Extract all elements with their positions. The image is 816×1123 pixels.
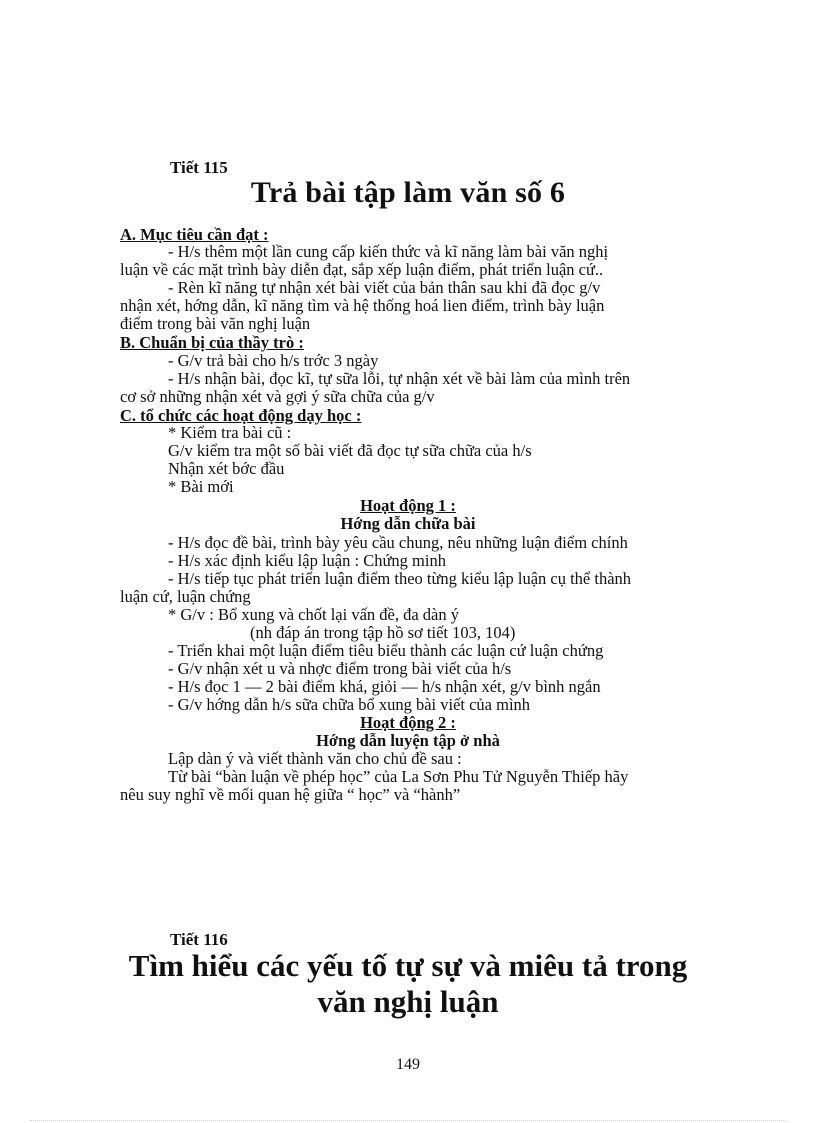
activity-1-line: luận cứ, luận chứng [120,587,251,606]
activity-1-heading: Hoạt động 1 : [360,496,456,515]
activity-1-line: - G/v nhận xét u và nhợc điểm trong bài viết của h/s [168,659,512,678]
activity-2-line: Từ bài “bàn luận về phép học” của La Sơn Phu Tử Nguyễn Thiếp hãy [168,767,629,786]
lesson-115-title: Trả bài tập làm văn số 6 [250,176,566,209]
activity-1-line: - G/v hớng dẫn h/s sữa chữa bổ xung bài viết của mình [168,695,531,714]
section-c-line: * Bài mới [168,477,234,496]
section-c-heading: C. tổ chức các hoạt động dạy học : [120,406,362,425]
lesson-115-label: Tiết 115 [170,158,228,177]
section-b-line: cơ sở những nhận xét và gợi ý sữa chữa của g/v [120,387,435,406]
section-a-line: điểm trong bài văn nghị luận [120,314,311,333]
activity-2-heading: Hoạt động 2 : [360,713,456,732]
section-a-line: luận về các mặt trình bày diễn đạt, sắp xếp luận điểm, phát triển luận cứ.. [120,260,604,279]
activity-1-line: - H/s đọc đề bài, trình bày yêu cầu chung, nêu những luận điểm chính [168,533,628,552]
section-b-line: - G/v trả bài cho h/s trớc 3 ngày [168,351,379,370]
section-b-line: - H/s nhận bài, đọc kĩ, tự sữa lỗi, tự nhận xét về bài làm của mình trên [168,369,631,388]
activity-2-subheading: Hớng dẫn luyện tập ở nhà [316,731,500,750]
activity-1-line: - Triển khai một luận điểm tiêu biểu thành các luận cứ luận chứng [168,641,604,660]
lesson-116-label: Tiết 116 [170,930,228,949]
activity-2-line: Lập dàn ý và viết thành văn cho chủ đề sau : [168,749,462,768]
activity-1-line: - H/s xác định kiểu lập luận : Chứng minh [168,551,446,570]
section-c-line: * Kiểm tra bài cũ : [168,423,292,442]
section-b-heading: B. Chuẩn bị của thầy trò : [120,333,304,352]
activity-1-subheading: Hớng dẫn chữa bài [340,514,476,533]
activity-1-line: - H/s đọc 1 — 2 bài điểm khá, giỏi — h/s nhận xét, g/v bình ngắn [168,677,601,696]
section-a-line: - Rèn kĩ năng tự nhận xét bài viết của bản thân sau khi đã đọc g/v [168,278,601,297]
section-a-line: - H/s thêm một lần cung cấp kiến thức và kĩ năng làm bài văn nghị [168,242,609,261]
activity-1-line: - H/s tiếp tục phát triển luận điểm theo từng kiểu lập luận cụ thể thành [168,569,632,588]
section-a-line: nhận xét, hớng dẫn, kĩ năng tìm và hệ thống hoá lien điểm, trình bày luận [120,296,605,315]
section-c-line: G/v kiểm tra một số bài viết đã đọc tự sữa chữa của h/s [168,441,532,460]
activity-1-line: (nh đáp án trong tập hồ sơ tiết 103, 104) [250,623,516,642]
activity-1-line: * G/v : Bổ xung và chốt lại vấn đề, đa dàn ý [168,605,459,624]
bottom-dotted-rule [30,1120,786,1121]
section-c-line: Nhận xét bớc đầu [168,459,285,478]
section-a-heading: A. Mục tiêu cần đạt : [120,225,269,244]
page-number: 149 [396,1056,420,1073]
activity-2-line: nêu suy nghĩ về mối quan hệ giữa “ học” và “hành” [120,785,461,804]
lesson-116-title-line-2: văn nghị luận [317,984,499,1019]
lesson-116-title-line-1: Tìm hiểu các yếu tố tự sự và miêu tả trong [128,948,688,983]
